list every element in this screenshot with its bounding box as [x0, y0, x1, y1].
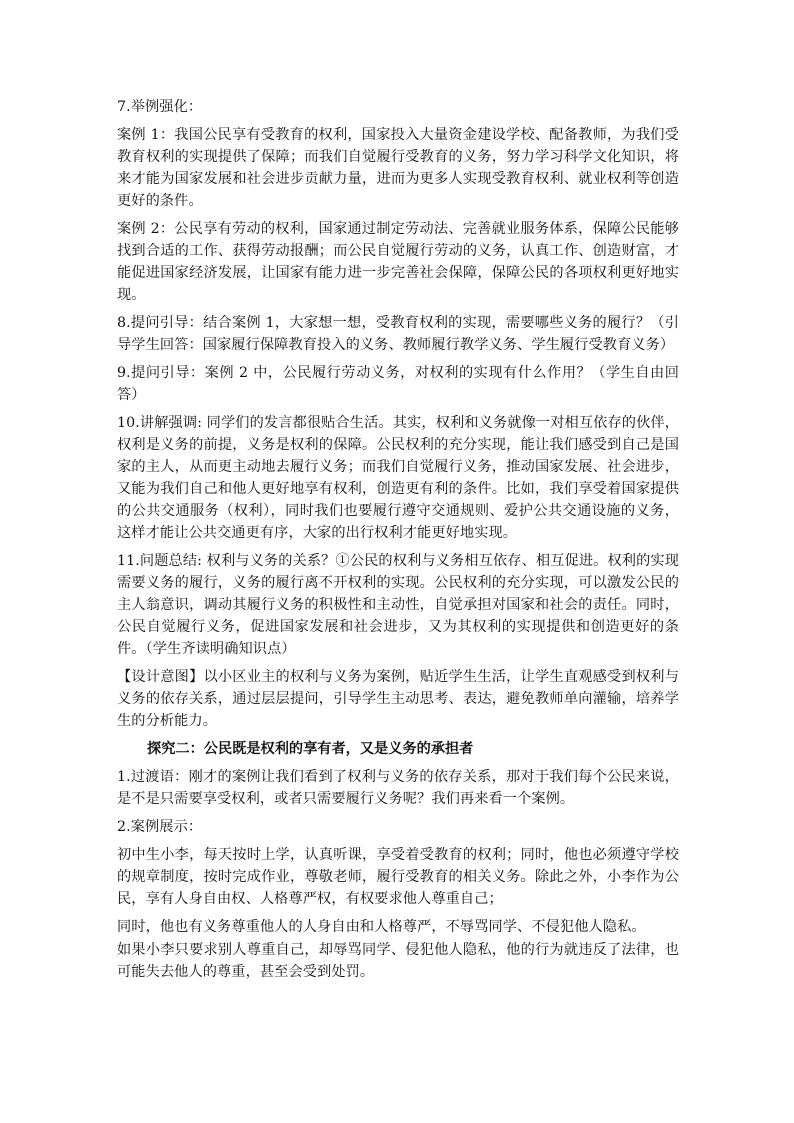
paragraph-transition: 1.过渡语：刚才的案例让我们看到了权利与义务的依存关系，那对于我们每个公民来说，是不是只需要享受权利，或者只需要履行义务呢？我们再来看一个案例。: [117, 769, 679, 807]
paragraph-question-9: 9.提问引导：案例 2 中，公民履行劳动义务，对权利的实现有什么作用？（学生自由回答）: [117, 365, 679, 403]
paragraph-xiaoli-consequence: 如果小李只要求别人尊重自己，却辱骂同学、侵犯他人隐私，他的行为就违反了法律，也可能失去他人的尊重，甚至会受到处罚。: [117, 942, 679, 980]
paragraph-xiaoli-duty: 同时，他也有义务尊重他人的人身自由和人格尊严，不辱骂同学、不侵犯他人隐私。: [117, 919, 646, 935]
paragraph-summary-11: 11.问题总结: 权利与义务的关系？①公民的权利与义务相互依存、相互促进。权利的实现需要义务的履行，义务的履行离不开权利的实现。公民权利的充分实现，可以激发公民的主人翁意识，调动其履行义务的积极性和主动性，自觉承担对国家和社会的责任。同时，公民自觉履行义务，促进国家发展和社会进步，又为其权利的实现提供和创造更好的条件。（学生齐读明确知识点）: [117, 553, 679, 657]
heading-example-reinforcement: 7.举例强化：: [117, 99, 203, 115]
paragraph-case-2: 案例 2：公民享有劳动的权利，国家通过制定劳动法、完善就业服务体系，保障公民能够找到合适的工作、获得劳动报酬；而公民自觉履行劳动的义务，认真工作、创造财富，才能促进国家经济发展，让国家有能力进一步完善社会保障，保障公民的各项权利更好地实现。: [117, 221, 679, 303]
paragraph-explanation-10: 10.讲解强调: 同学们的发言都很贴合生活。其实，权利和义务就像一对相互依存的伙伴，权利是义务的前提，义务是权利的保障。公民权利的充分实现，能让我们感受到自己是国家的主人，从而更主动地去履行义务；而我们自觉履行义务，推动国家发展、社会进步，又能为我们自己和他人更好地享有权利，创造更有利的条件。比如，我们享受着国家提供的公共交通服务（权利），同时我们也要履行遵守交通规则、爱护公共交通设施的义务，这样才能让公共交通更有序，大家的出行权利才能更好地实现。: [117, 415, 679, 541]
paragraph-case-display-label: 2.案例展示：: [117, 819, 203, 835]
section-title-inquiry-2: 探究二：公民既是权利的享有者，又是义务的承担者: [147, 741, 474, 757]
paragraph-question-8: 8.提问引导：结合案例 1，大家想一想，受教育权利的实现，需要哪些义务的履行？（引导学生回答：国家履行保障教育投入的义务、教师履行教学义务、学生履行受教育义务）: [117, 315, 679, 353]
document-body: [117, 96, 679, 989]
paragraph-xiaoli-case: 初中生小李，每天按时上学，认真听课，享受着受教育的权利；同时，他也必须遵守学校的规章制度，按时完成作业，尊敬老师，履行受教育的相关义务。除此之外，小李作为公民，享有人身自由权、人格尊严权，有权要求他人尊重自己；: [117, 847, 679, 907]
paragraph-case-1: 案例 1：我国公民享有受教育的权利，国家投入大量资金建设学校、配备教师，为我们受教育权利的实现提供了保障；而我们自觉履行受教育的义务，努力学习科学文化知识，将来才能为国家发展和社会进步贡献力量，进而为更多人实现受教育权利、就业权利等创造更好的条件。: [117, 127, 679, 209]
paragraph-design-intent: 【设计意图】以小区业主的权利与义务为案例，贴近学生生活，让学生直观感受到权利与义务的依存关系，通过层层提问，引导学生主动思考、表达，避免教师单向灌输，培养学生的分析能力。: [117, 669, 679, 729]
